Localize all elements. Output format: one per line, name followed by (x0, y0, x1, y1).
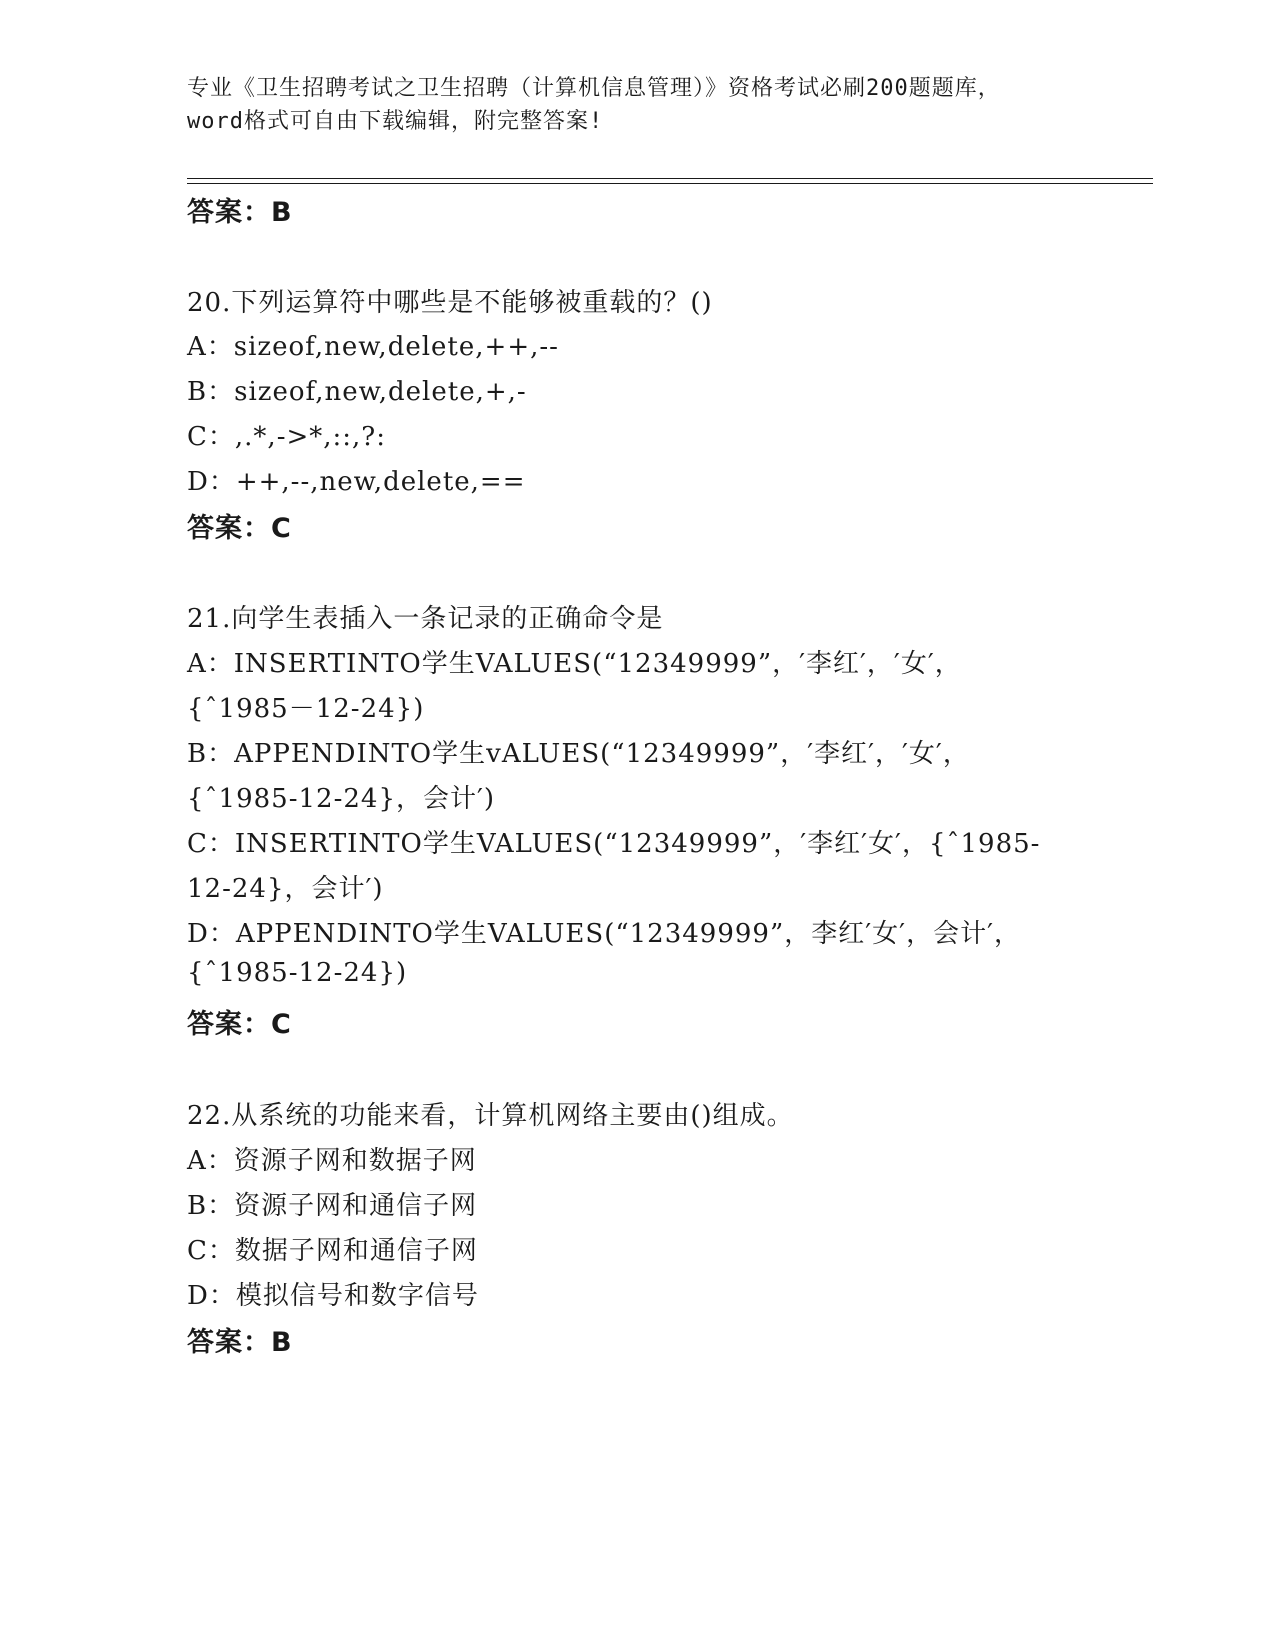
q21-option-a-line2: {ˆ1985－12-24}) (187, 694, 425, 724)
q22-answer: 答案：B (187, 1327, 293, 1358)
q21-answer: 答案：C (187, 1009, 292, 1040)
q20-option-b: B：sizeof,new,delete,+,- (187, 377, 527, 407)
header-line-2: word格式可自由下载编辑，附完整答案! (187, 109, 604, 134)
q21-option-b-line1: B：APPENDINTO学生vALUES(“12349999”，′李红′，′女′， (187, 739, 970, 769)
q21-question: 21.向学生表插入一条记录的正确命令是 (187, 604, 664, 634)
q22-option-d: D：模拟信号和数字信号 (187, 1281, 479, 1311)
q20-option-c: C：,.*,->*,::,?: (187, 422, 387, 452)
q21-option-d-line1: D：APPENDINTO学生VALUES(“12349999”，李红′女′，会计′， (187, 919, 1021, 949)
q22-option-c: C：数据子网和通信子网 (187, 1236, 478, 1266)
q21-option-a-line1: A：INSERTINTO学生VALUES(“12349999”，′李红′，′女′， (187, 649, 962, 679)
q20-question: 20.下列运算符中哪些是不能够被重载的？() (187, 288, 713, 318)
q21-option-c-line1: C：INSERTINTO学生VALUES(“12349999”，′李红′女′，{ˆ1985- (187, 829, 1041, 859)
q20-option-d: D：++,--,new,delete,== (187, 467, 526, 497)
q20-answer: 答案：C (187, 513, 292, 544)
answer-prev: 答案：B (187, 197, 293, 228)
header-line-1: 专业《卫生招聘考试之卫生招聘（计算机信息管理）》资格考试必刷200题题库， (187, 76, 1001, 101)
header-divider-bottom (187, 183, 1153, 184)
q22-question: 22.从系统的功能来看，计算机网络主要由()组成。 (187, 1101, 794, 1131)
q20-option-a: A：sizeof,new,delete,++,-- (187, 332, 559, 362)
q21-option-b-line2: {ˆ1985-12-24}，会计′) (187, 784, 496, 814)
q21-option-d-line2: {ˆ1985-12-24}) (187, 958, 408, 988)
q22-option-a: A：资源子网和数据子网 (187, 1146, 477, 1176)
q21-option-c-line2: 12-24}，会计′) (187, 874, 384, 904)
document-header (187, 72, 1087, 138)
q22-option-b: B：资源子网和通信子网 (187, 1191, 478, 1221)
header-divider-top (187, 178, 1153, 179)
